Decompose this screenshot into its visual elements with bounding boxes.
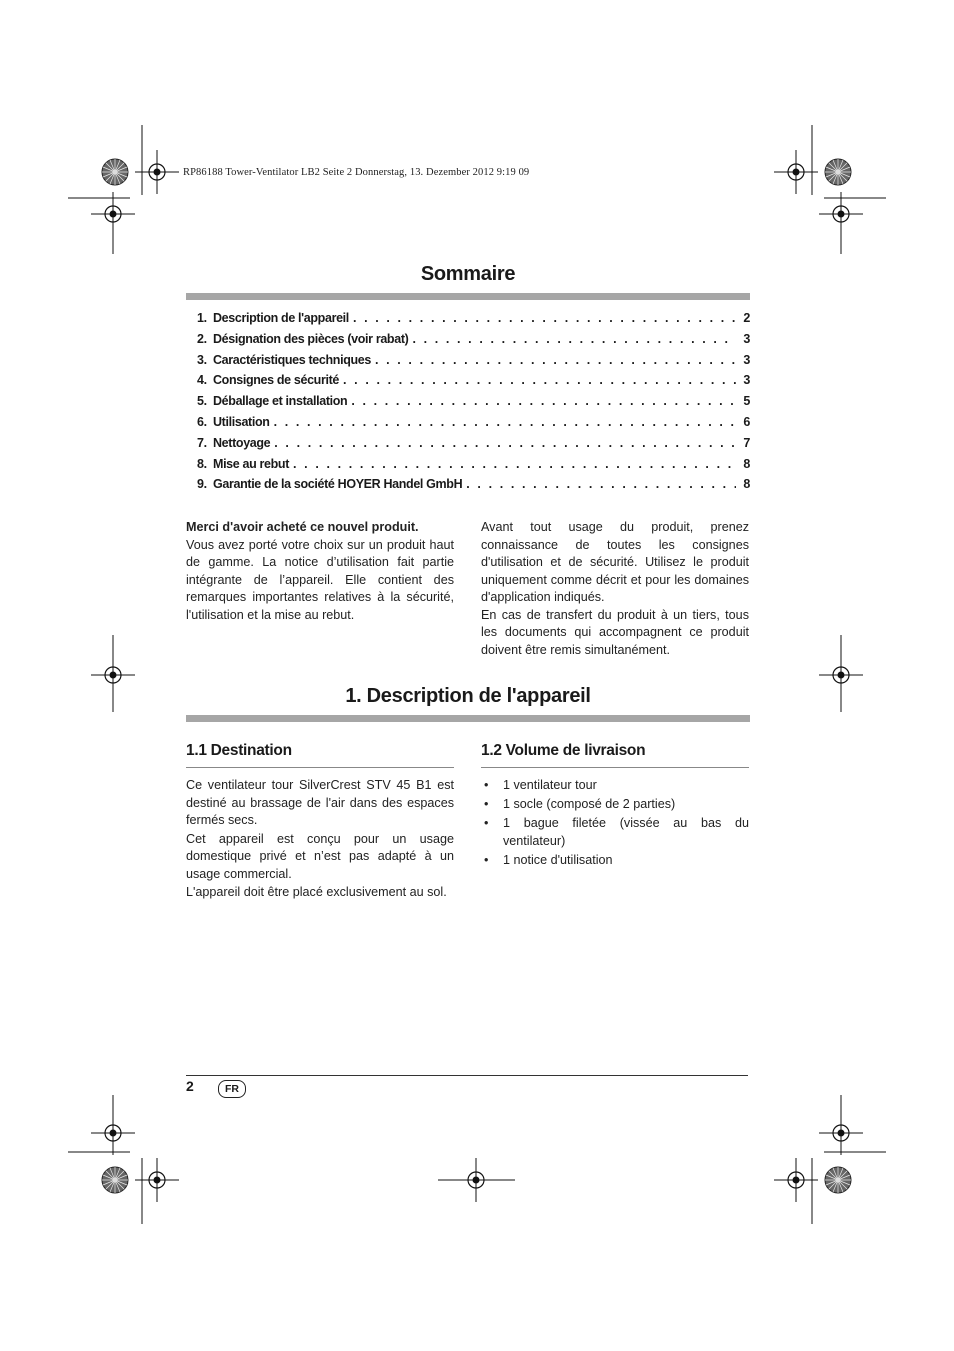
toc-item-page: 7 [743,435,750,450]
toc-leader-dots [412,332,736,346]
toc-item[interactable] [197,457,750,478]
toc-item-label: Utilisation [213,414,270,429]
toc-item-page: 8 [743,477,750,492]
toc-item-label: Caractéristiques techniques [213,352,371,367]
toc-item-number: 2. [197,331,207,346]
subsection-rule [186,767,454,768]
toc-item[interactable] [197,436,750,457]
section-title-bar [186,715,750,722]
toc-leader-dots [274,436,736,450]
toc-title: Sommaire [420,263,516,285]
intro-heading: Merci d'avoir acheté ce nouvel produit. [186,520,419,534]
toc-item-label: Désignation des pièces (voir rabat) [213,331,409,346]
toc-item-page: 3 [743,373,750,388]
toc-item-label: Mise au rebut [213,456,290,471]
toc-item-page: 3 [743,331,750,346]
toc-item-label: Consignes de sécurité [213,373,340,388]
delivery-list [481,777,749,869]
toc-leader-dots [274,415,736,429]
toc-item-page: 5 [743,394,750,409]
subsection-delivery [481,742,749,871]
destination-paragraph-3: L'appareil doit être placé exclusivement au sol. [186,885,447,899]
toc-leader-dots [343,373,736,387]
toc-item[interactable] [197,332,750,353]
toc-title-bar [186,293,750,300]
footer-rule [186,1075,748,1076]
intro-left-column [186,519,454,624]
toc-item-number: 9. [197,477,207,492]
toc-leader-dots [375,353,736,367]
list-item: • 1 socle (composé de 2 parties) [481,796,749,814]
toc-item[interactable] [197,373,750,394]
toc-item-page: 8 [743,456,750,471]
list-item: • 1 bague filetée (vissée au bas du ventilateur) [481,815,749,850]
toc-item[interactable] [197,477,750,498]
subsection-heading: 1.2 Volume de livraison [481,742,646,759]
toc-item-label: Description de l'appareil [213,311,349,325]
table-of-contents [197,311,750,498]
subsection-heading: 1.1 Destination [186,742,292,759]
toc-leader-dots [351,394,736,408]
toc-item-number: 6. [197,414,207,429]
intro-right-column [481,519,749,659]
toc-item-number: 8. [197,456,207,471]
toc-item-label: Nettoyage [213,435,271,450]
language-badge: FR [218,1080,246,1098]
toc-item-number: 1. [197,311,207,325]
intro-right-paragraph-1: Avant tout usage du produit, prenez connaissance de toutes les consignes d'utilisation et de sécurité. Utilisez le produit uniquement comme décrit et pour les domaines d'application indiqués. [481,520,749,604]
toc-item-number: 4. [197,373,207,388]
subsection-destination [186,742,454,902]
intro-left-text: Vous avez porté votre choix sur un produit haut de gamme. La notice d’utilisation fait partie intégrante de l’appareil. Elle contient des remarques importantes relatives à la sécurité, l'utilisation et la mise au rebut. [186,537,454,622]
toc-item[interactable] [197,394,750,415]
list-item: • 1 ventilateur tour [481,777,749,795]
toc-leader-dots [353,311,736,325]
page-number: 2 [186,1078,194,1094]
toc-item[interactable] [197,311,750,332]
toc-item-label: Garantie de la société HOYER Handel GmbH [213,477,463,492]
toc-item-number: 7. [197,435,207,450]
toc-item-number: 3. [197,352,207,367]
destination-paragraph-2: Cet appareil est conçu pour un usage domestique privé et n’est pas adapté à un usage commercial. [186,831,454,881]
destination-paragraph-1: Ce ventilateur tour SilverCrest STV 45 B1 est destiné au brassage de l'air dans des espaces fermés secs. [186,778,454,827]
section-title: 1. Description de l'appareil [345,685,591,707]
list-item: • 1 notice d'utilisation [481,852,749,870]
toc-item-page: 6 [743,414,750,429]
toc-leader-dots [293,457,736,471]
print-slug-header: RP86188 Tower-Ventilator LB2 Seite 2 Donnerstag, 13. Dezember 2012 9:19 09 [183,167,530,178]
toc-leader-dots [466,477,736,491]
subsection-rule [481,767,749,768]
toc-item-page: 3 [743,352,750,367]
toc-item-page: 2 [743,311,750,325]
toc-item[interactable] [197,415,750,436]
destination-body [186,777,454,902]
toc-item-label: Déballage et installation [213,394,348,409]
toc-item[interactable] [197,353,750,374]
toc-item-number: 5. [197,394,207,409]
intro-right-paragraph-2: En cas de transfert du produit à un tiers, tous les documents qui accompagnent ce produit doivent être remis simultanément. [481,607,749,657]
